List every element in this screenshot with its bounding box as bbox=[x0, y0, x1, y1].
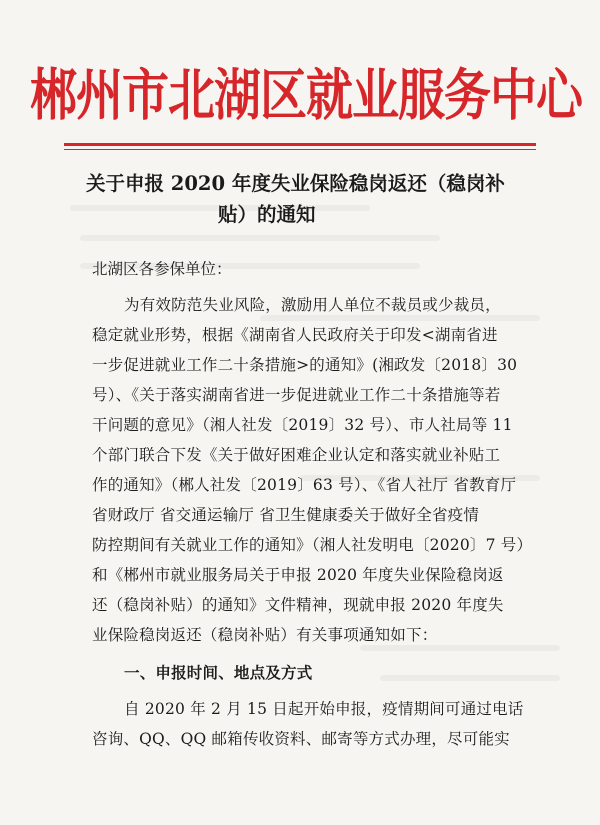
paragraph-line: 和《郴州市就业服务局关于申报 2020 年度失业保险稳岗返 bbox=[92, 566, 504, 584]
document-title-line-1: 关于申报 2020 年度失业保险稳岗返还（稳岗补 bbox=[86, 172, 505, 195]
letterhead-red-rule-thin bbox=[64, 149, 536, 150]
paragraph-line: 号）、《关于落实湖南省进一步促进就业工作二十条措施等若 bbox=[92, 386, 501, 404]
paragraph-line: 业保险稳岗返还（稳岗补贴）有关事项通知如下： bbox=[92, 626, 438, 644]
paragraph-line: 还（稳岗补贴）的通知》文件精神，现就申报 2020 年度失 bbox=[92, 596, 504, 614]
paragraph-line: 咨询、QQ、QQ 邮箱传收资料、邮寄等方式办理，尽可能实 bbox=[92, 730, 510, 748]
paragraph-line: 为有效防范失业风险，激励用人单位不裁员或少裁员， bbox=[124, 296, 501, 314]
paragraph-line: 干问题的意见》（湘人社发〔2019〕32 号）、市人社局等 11 bbox=[92, 416, 513, 434]
letterhead-red-rule-thick bbox=[64, 143, 536, 146]
section-heading: 一、申报时间、地点及方式 bbox=[124, 663, 313, 682]
organization-letterhead: 郴州市北湖区就业服务中心 bbox=[30, 63, 582, 129]
paragraph-line: 个部门联合下发《关于做好困难企业认定和落实就业补贴工 bbox=[92, 446, 501, 464]
paragraph-line: 自 2020 年 2 月 15 日起开始申报，疫情期间可通过电话 bbox=[124, 700, 524, 718]
addressee: 北湖区各参保单位： bbox=[92, 260, 232, 278]
document-title bbox=[86, 168, 514, 230]
paragraph-line: 防控期间有关就业工作的通知》（湘人社发明电〔2020〕7 号） bbox=[92, 536, 533, 554]
paragraph-line: 省财政厅 省交通运输厅 省卫生健康委关于做好全省疫情 bbox=[92, 506, 480, 524]
paragraph-line: 作的通知》（郴人社发〔2019〕63 号）、《省人社厅 省教育厅 bbox=[92, 476, 517, 494]
paragraph-line: 一步促进就业工作二十条措施>的通知》(湘政发〔2018〕30 bbox=[92, 356, 518, 374]
document-title-line-2: 贴）的通知 bbox=[218, 203, 316, 226]
paragraph-line: 稳定就业形势，根据《湖南省人民政府关于印发<湖南省进 bbox=[92, 326, 498, 344]
